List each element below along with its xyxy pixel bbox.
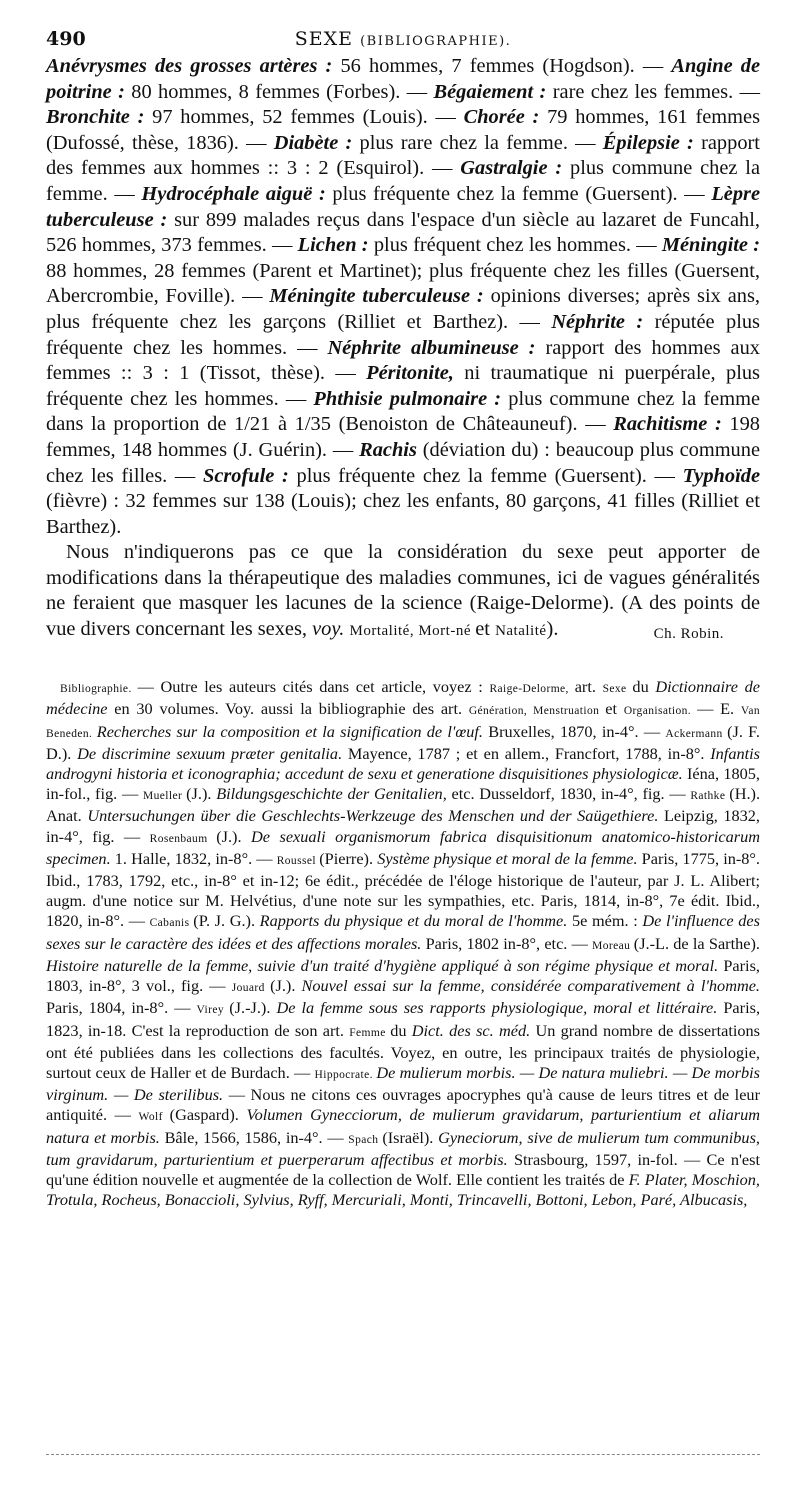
cross-ref-natalite: Natalité [495,623,547,640]
biblio-text: du [390,1020,412,1040]
biblio-author: Cabanis [149,917,194,930]
disease-term: Gastralgie : [460,157,570,180]
biblio-text: Bruxelles, 1870, in-4°. — [488,721,666,741]
biblio-title: Volumen Gynecciorum, de mulierum gravidarum, parturientium et aliarum natura et morbis. [46,1105,761,1147]
biblio-text: (J.-L. de la Sarthe). [633,933,760,953]
disease-term: Épilepsie : [602,131,702,154]
biblio-text: Un grand nombre de dissertations ont été publiées dans les collections des facultés. Voyez, en outre, les principaux traités de physiologie, surtout ceux de Haller et de Burdach. — [46,1020,760,1082]
biblio-author: Jouard [231,982,271,995]
biblio-text: Strasbourg, 1597, in-fol. — Ce n'est qu'une édition nouvelle et augmentée de la collection de Wolf. Elle contient les traités de [46,1149,761,1189]
biblio-author: Roussel [276,854,320,867]
cross-ref-voy: voy. [312,618,350,641]
biblio-text: — E. [697,699,741,719]
biblio-text: Paris, 1802 in-8°, etc. — [425,933,593,953]
biblio-text: Bâle, 1566, 1586, in-4°. — [164,1127,349,1147]
running-title-main: SEXE [294,28,354,50]
author-name: Ch. Robin. [653,625,724,642]
biblio-text: — Outre les auteurs cités dans cet article, voyez : [137,677,490,697]
disease-stat: plus rare chez la femme. — [359,131,603,154]
cross-ref-articles: Mortalité, Mort-né [349,623,476,640]
biblio-title: De mulierum morbis. — De natura muliebri. — De morbis virginum. — De sterilibus. [46,1062,760,1105]
biblio-text: Paris, 1823, in-18. C'est la reproduction de son art. [46,998,761,1040]
disease-term: Méningite : [661,234,761,257]
disease-stat: réputée plus fréquente chez les hommes. — [46,310,760,359]
biblio-text: (J.). [186,784,217,804]
biblio-title: Infantis androgyni historia et iconographia; accedunt de sexu et generatione disquisitiones physiologicæ. [46,743,761,784]
biblio-title: De la femme sous ses rapports physiologique, moral et littéraire. [276,998,724,1018]
disease-stat: 97 hommes, 52 femmes (Louis). — [152,106,464,129]
biblio-author: Moreau [592,939,634,952]
disease-term: Bronchite : [46,106,153,129]
biblio-text: Iéna, 1805, in-fol., fig. — [46,764,760,804]
biblio-text: (P. J. G.). [193,911,260,931]
biblio-text: 5e mém. : [571,911,643,931]
paragraph-text: et [475,618,496,641]
biblio-title: Rapports du physique et du moral de l'homme. [259,911,572,931]
biblio-text: du [632,677,656,697]
paragraph-text: Nous n'indiquerons pas ce que la considération du sexe peut apporter de modifications dans la thérapeutique des maladies communes, ici de vagues généralités ne feraient que masquer les lacunes de la science (Raige-Delorme). (A des points de vue divers concernant les sexes, [46,541,760,641]
disease-stat: sur 899 malades reçus dans l'espace d'un siècle au lazaret de Funcahl, 526 hommes, 373 femmes. — [46,208,760,257]
biblio-title: Nouvel essai sur la femme, considérée comparativement à l'homme. [301,976,761,996]
disease-stat: 88 hommes, 28 femmes (Parent et Martinet); plus fréquente chez les filles (Guersent, Abercrombie, Foville). — [46,259,760,308]
biblio-title: Bildungsgeschichte der Genitalien, [216,784,452,804]
biblio-article: Sexe [602,683,633,696]
biblio-author: Virey [196,1004,230,1017]
biblio-title: Système physique et moral de la femme. [377,848,642,868]
disease-term: Rachitisme : [613,413,730,436]
disease-term: Scrofule : [202,464,297,487]
biblio-title: De sexuali organismorum fabrica disquisitionum anatomico-historicarum specimen. [46,826,760,868]
disease-term: Anévrysmes des grosses artères : [46,55,341,77]
biblio-author: Mueller [142,790,187,803]
biblio-text: Mayence, 1787 ; et en allem., Francfort, 1788, in-8°. [347,743,711,763]
disease-term: Angine de poitrine : [46,55,761,103]
disease-term: Lèpre tuberculeuse : [46,182,760,231]
disease-term: Péritonite, [366,362,465,385]
disease-stat: 56 hommes, 7 femmes (Hogdson). — [340,55,672,77]
disease-stat: plus fréquent chez les hommes. — [373,234,662,257]
biblio-title: Histoire naturelle de la femme, suivie d'un traité d'hygiène appliqué à son régime physique et moral. [46,955,724,975]
disease-stat: opinions diverses; après six ans, plus fréquente chez les garçons (Rilliet et Barthez). — [46,285,761,333]
disease-stat: ni traumatique ni puerpérale, plus fréquente chez les hommes. — [46,362,760,410]
disease-stat: 80 hommes, 8 femmes (Forbes). — [131,80,434,103]
biblio-text: — Nous ne citons ces ouvrages apocryphes qu'à cause de leurs titres et de leur antiquité. — [46,1085,760,1125]
disease-term: Hydrocéphale aiguë : [141,182,333,205]
biblio-text: 1. Halle, 1832, in-8°. — [114,848,277,868]
biblio-title: Dictionnaire de médecine [46,677,761,719]
biblio-text: (Pierre). [319,848,378,868]
biblio-text: (Gaspard). [169,1105,247,1125]
paragraph-text: ). [546,618,559,641]
biblio-text: Paris, 1803, in-8°, 3 vol., fig. — [46,955,760,996]
disease-stat: plus fréquente chez la femme (Guersent). — [332,182,712,205]
biblio-author: Rathke [690,790,730,803]
disease-stat: plus fréquente chez la femme (Guersent). — [296,464,683,487]
biblio-article: Organisation. [623,705,698,718]
biblio-text: (J.). [216,826,252,846]
biblio-author: Ackermann [665,727,728,740]
disease-term: Typhoïde [682,464,760,487]
disease-term: Phthisie pulmonaire : [313,387,509,410]
biblio-text: (J.-J.). [229,998,277,1018]
biblio-text: (J.). [270,976,302,996]
bibliography-paragraph [46,677,760,1210]
biblio-text: et [605,699,624,719]
biblio-title: Dict. des sc. méd. [411,1020,536,1040]
running-head [46,24,760,54]
disease-list-paragraph [46,54,760,540]
page-number: 490 [46,28,86,50]
disease-stat: rare chez les femmes. — [552,80,760,103]
bibliography-section [46,677,760,1210]
biblio-text: Paris, 1804, in-8°. — [46,998,197,1018]
biblio-title: De l'influence des sexes sur le caractère des idées et des affections morales. [46,911,760,953]
biblio-author: Spach [348,1133,383,1146]
biblio-title: De discrimine sexuum præter genitalia. [77,743,348,763]
disease-term: Lichen : [297,234,374,257]
biblio-article: Femme [349,1026,391,1039]
biblio-author: Raige-Delorme, [489,683,575,696]
disease-term: Méningite tuberculeuse : [269,285,491,308]
disease-stat: 79 hommes, 161 femmes (Dufossé, thèse, 1836). — [46,106,761,154]
disease-term: Néphrite albumineuse : [327,336,546,359]
disease-stat: (fièvre) : 32 femmes sur 138 (Louis); chez les enfants, 80 garçons, 41 filles (Rilliet et Barthez). [46,490,760,538]
disease-stat: (déviation du) : beaucoup plus commune chez les filles. — [46,438,761,487]
disease-stat: rapport des femmes aux hommes :: 3 : 2 (Esquirol). — [46,131,760,180]
disease-stat: 198 femmes, 148 hommes (J. Guérin). — [46,413,760,461]
running-title-sub: (BIBLIOGRAPHIE). [360,34,512,49]
biblio-text: Leipzig, 1832, in-4°, fig. — [46,806,760,846]
biblio-text: Paris, 1775, in-8°. Ibid., 1783, 1792, etc., in-8° et in-12; 6e édit., précédée de l'éloge historique de l'auteur, par J. L. Alibert; augm. d'une notice sur M. Helvétius, d'une note sur les sympathies, etc. Paris, 1814, in-8°, 7e édit. Ibid., 1820, in-8°. — [46,848,761,931]
biblio-text: art. [574,677,603,697]
biblio-title: Gyneciorum, sive de mulierum tum communibus, tum gravidarum, parturientium et puerperarum affectibus et morbis. [46,1127,760,1169]
disease-stat: rapport des hommes aux femmes :: 3 : 1 (Tissot, thèse). — [46,336,760,385]
biblio-text: (J. F. D.). [46,721,760,763]
bottom-rule [46,1454,760,1455]
biblio-text: (H.). Anat. [46,784,761,826]
disease-term: Néphrite : [551,310,655,333]
article-text [46,54,760,647]
biblio-article: Génération, Menstruation [468,705,606,718]
biblio-author: Van Beneden. [46,705,760,740]
biblio-author: Wolf [138,1111,170,1124]
biblio-title: Recherches sur la composition et la signification de l'œuf. [96,721,489,741]
biblio-text: (Israël). [382,1127,439,1147]
bibliography-heading: Bibliographie. [60,683,138,696]
biblio-title: Untersuchungen über die Geschlechts-Werkzeuge des Menschen und der Saügethiere. [87,806,664,826]
biblio-author: Rosenbaum [149,832,217,845]
disease-stat: plus commune chez la femme dans la proportion de 1/21 à 1/35 (Benoiston de Châteauneuf). — [46,387,760,436]
disease-stat: plus commune chez la femme. — [46,157,760,205]
disease-term: Rachis [359,438,423,461]
biblio-author: Hippocrate. [314,1068,377,1081]
biblio-text: etc. Dusseldorf, 1830, in-4°, fig. — [451,784,691,804]
biblio-authors-list: F. Plater, Moschion, Trotula, Rocheus, Bonaccioli, Sylvius, Ryff, Mercuriali, Monti, Trincavelli, Bottoni, Lebon, Paré, Albucasis, [46,1169,760,1210]
biblio-text: en 30 volumes. Voy. aussi la bibliographie des art. [114,699,469,719]
disease-term: Chorée : [463,106,548,129]
disease-term: Diabète : [273,131,360,154]
disease-term: Bégaiement : [433,80,553,103]
running-title [46,24,760,57]
